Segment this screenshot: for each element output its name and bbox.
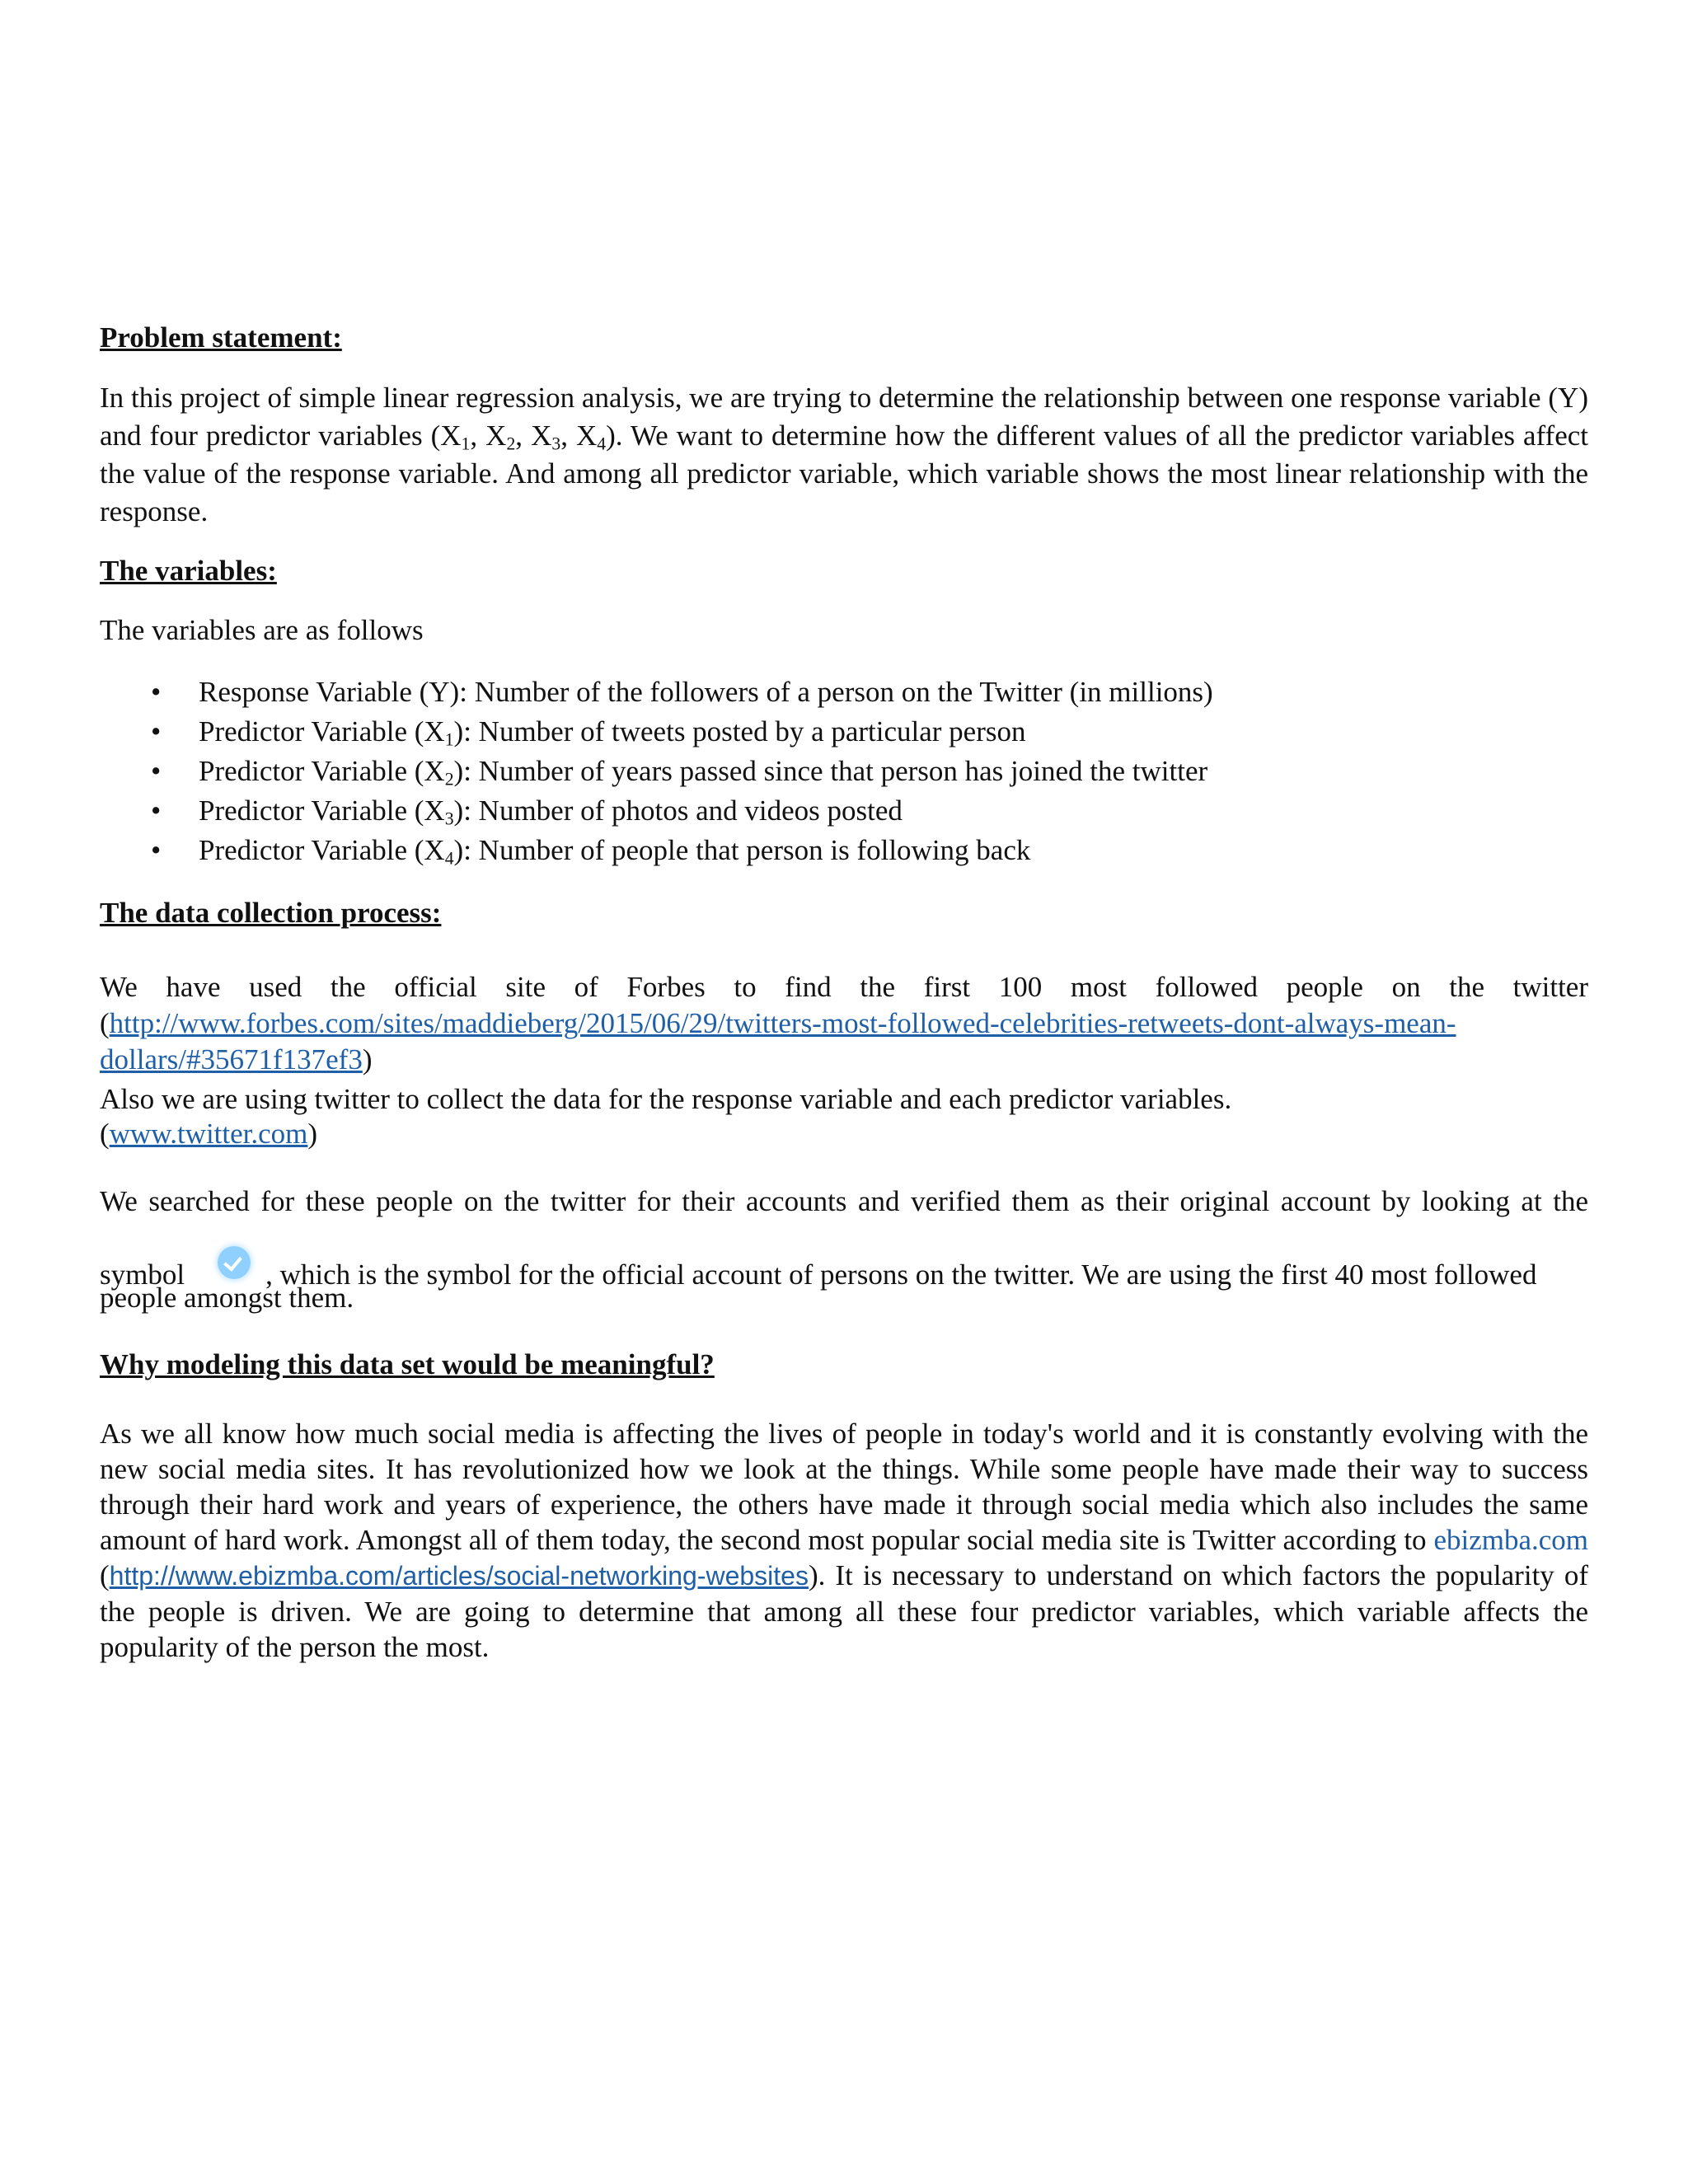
ebizmba-link[interactable]: http://www.ebizmba.com/articles/social-networking-websites <box>109 1561 809 1591</box>
forbes-link[interactable]: http://www.forbes.com/sites/maddieberg/2015/06/29/twitters-most-followed-celebrities-retweets-dont-always-mean- <box>109 1007 1456 1039</box>
problem-statement-heading: Problem statement: <box>100 321 342 354</box>
why-modeling-paragraph: As we all know how much social media is affecting the lives of people in today's world and it is constantly evolving with the new social media sites. It has revolutionized how we look at the things. While some people have made their way to success through their hard work and years of experience, the others have made it through social media which also includes the same amount of hard work. Amongst all of them today, the second most popular social media site is Twitter according to ebizmba.com (http://www.ebizmba.com/articles/social-networking-websites). It is necessary to understand on which factors the popularity of the people is driven. We are going to determine that among all these four predictor variables, which variable affects the popularity of the person the most. <box>100 1418 1588 1663</box>
bullet-icon: • <box>151 715 162 748</box>
data-collection-heading: The data collection process: <box>100 897 442 929</box>
bullet-icon: • <box>151 755 162 787</box>
data-collection-line-1: We have used the official site of Forbes to find the first 100 most followed people on the twitter <box>100 971 1588 1003</box>
why-modeling-heading: Why modeling this data set would be meaningful? <box>100 1348 715 1380</box>
bullet-icon: • <box>151 794 162 827</box>
data-collection-line-2: (http://www.forbes.com/sites/maddieberg/2015/06/29/twitters-most-followed-celebrities-retweets-dont-always-mean- <box>100 1007 1456 1039</box>
variable-item-x1: • Predictor Variable $(X_1)$: Number of tweets posted by a particular person <box>100 712 1213 752</box>
variables-list <box>100 673 1213 870</box>
bullet-icon: • <box>151 834 162 866</box>
twitter-link[interactable]: www.twitter.com <box>109 1118 308 1150</box>
variable-item-x3: • Predictor Variable $(X_3)$: Number of photos and videos posted <box>100 791 1213 831</box>
ebizmba-site-name: ebizmba.com <box>1433 1524 1588 1556</box>
variable-item-y: • Response Variable (Y): Number of the followers of a person on the Twitter (in millions) <box>100 673 1213 712</box>
forbes-link-continued[interactable]: dollars/#35671f137ef3 <box>100 1043 363 1076</box>
bullet-icon: • <box>151 676 162 708</box>
variables-intro: The variables are as follows <box>100 614 424 646</box>
verification-line-2: symbol , which is the symbol for the official account of persons on the twitter. We are using the first 40 most followed <box>100 1246 1536 1291</box>
verification-line-3: people amongst them. <box>100 1282 354 1314</box>
data-collection-line-4: Also we are using twitter to collect the data for the response variable and each predictor variables. <box>100 1083 1232 1115</box>
data-collection-line-3: dollars/#35671f137ef3) <box>100 1043 373 1076</box>
variable-item-x2: • Predictor Variable $(X_2)$: Number of years passed since that person has joined the twitter <box>100 752 1213 791</box>
verification-line-1: We searched for these people on the twitter for their accounts and verified them as their original account by looking at the <box>100 1185 1588 1217</box>
verified-badge-icon <box>218 1246 251 1279</box>
problem-statement-paragraph: In this project of simple linear regression analysis, we are trying to determine the relationship between one response variable (Y) and four predictor variables ($X_1$, $X_2$, $X_3$, $X_4$). We want to determine how the different values of all the predictor variables affect the value of the response variable. And among all predictor variable, which variable shows the most linear relationship with the response. <box>100 382 1589 527</box>
variable-item-x4: • Predictor Variable $(X_4)$: Number of people that person is following back <box>100 831 1213 870</box>
data-collection-line-5: (www.twitter.com) <box>100 1118 318 1150</box>
variables-heading: The variables: <box>100 555 277 587</box>
